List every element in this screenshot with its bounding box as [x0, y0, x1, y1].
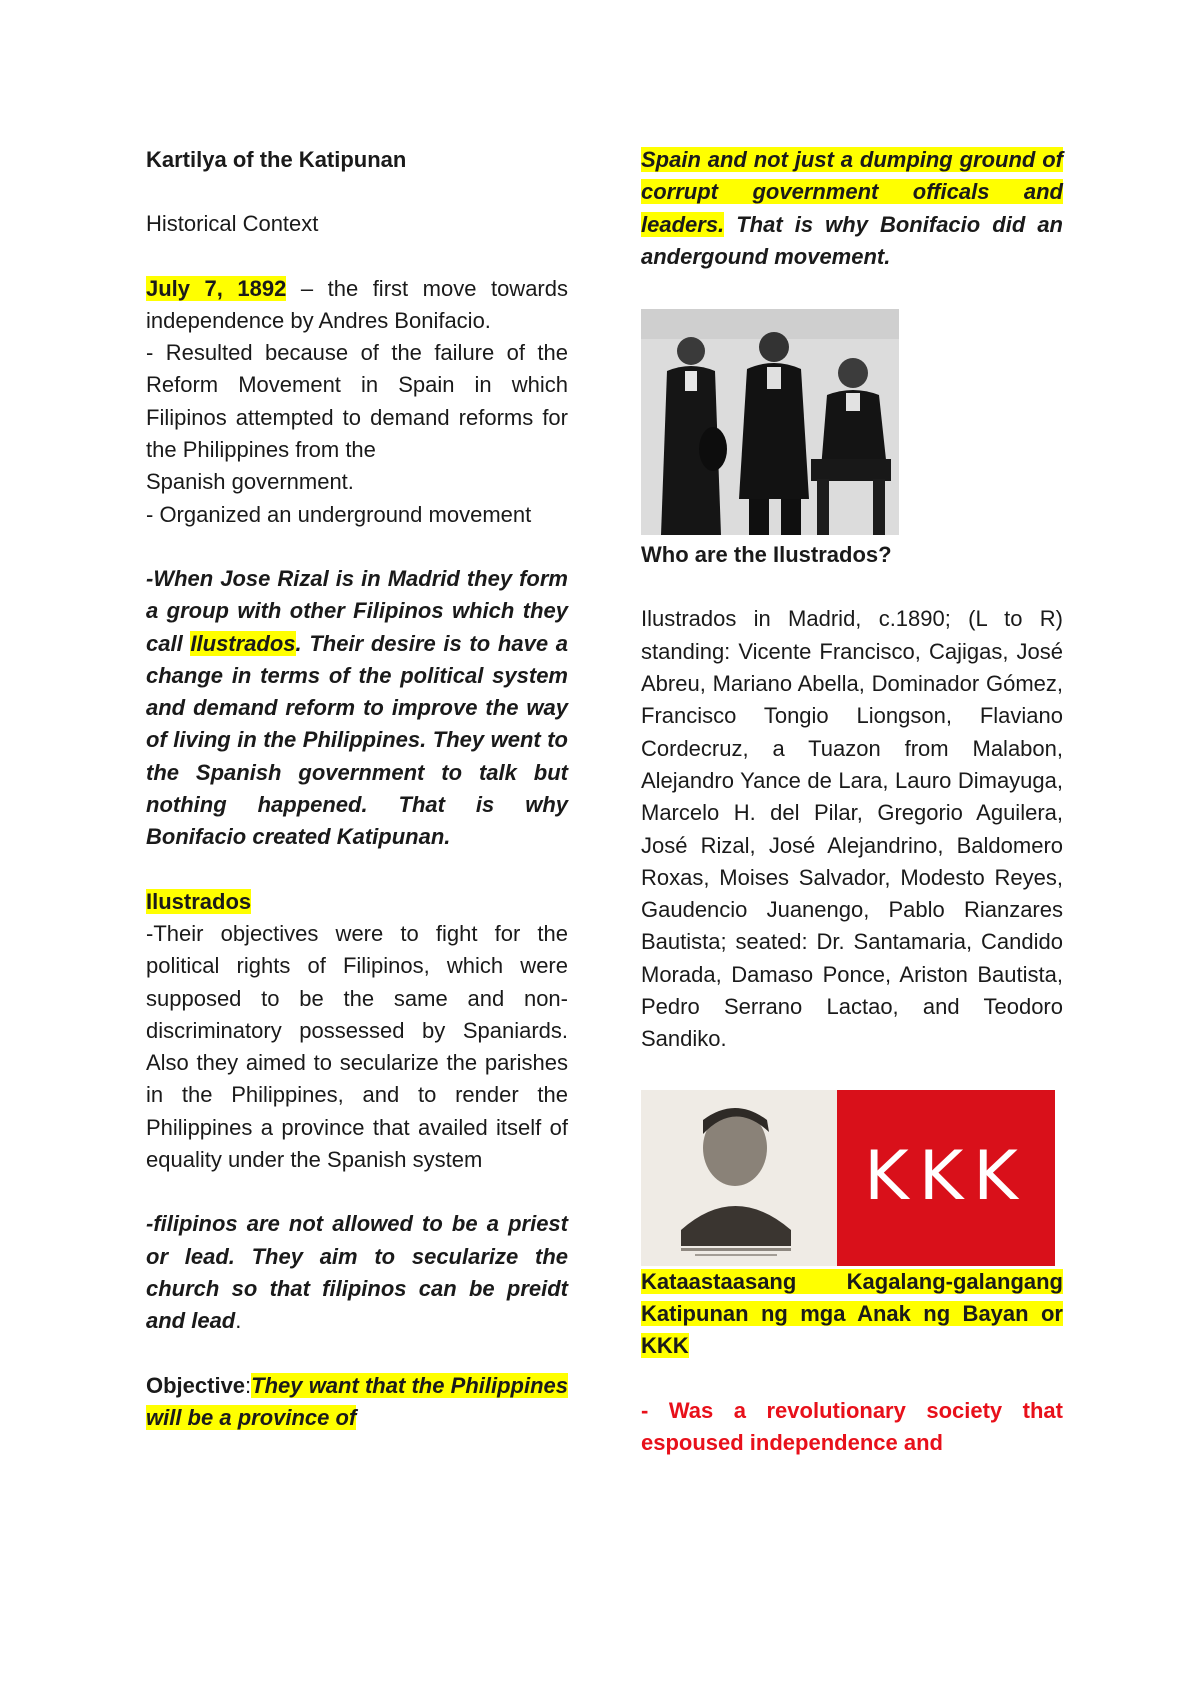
- continuation-paragraph: [641, 144, 1063, 273]
- continuation-highlight: Spain and not just a dumping ground of corrupt government officals and leaders.: [641, 147, 1063, 237]
- date-paragraph: [146, 273, 568, 338]
- kkk-images: [641, 1090, 1059, 1266]
- ilustrados-heading-text: Ilustrados: [146, 888, 252, 914]
- rizal-text: -When Jose Rizal is in Madrid they form a group with other Filipinos which they call: [146, 565, 568, 656]
- kkk-name-paragraph: [641, 1266, 1063, 1363]
- date-text: – the first move towards independence by Andres Bonifacio.: [146, 275, 568, 333]
- priest-text: -filipinos are not allowed to be a priest or lead. They aim to secularize the church so that filipinos can be preidt and lead: [146, 1211, 568, 1334]
- right-column: [641, 144, 1063, 1459]
- priest-text-end: .: [235, 1308, 242, 1334]
- kkk-name-highlight: Kataastaasang Kagalang-galangang Katipunan ng mga Anak ng Bayan or KKK: [641, 1268, 1063, 1359]
- ilustrados-caption: Ilustrados in Madrid, c.1890; (L to R) standing: Vicente Francisco, Cajigas, José Abreu, Mariano Abella, Dominador Gómez, Francisco Tongio Liongson, Flaviano Cordecruz, a Tuazon from Malabon, Alejandro Yance de Lara, Lauro Dimayuga, Marcelo H. del Pilar, Gregorio Aguilera, José Rizal, José Alejandrino, Baldomero Roxas, Moises Salvador, Modesto Reyes, Gaudencio Juanengo, Pablo Rianzares Bautista; seated: Dr. Santamaria, Candido Morada, Damaso Ponce, Ariston Bautista, Pedro Serrano Lactao, and Teodoro Sandiko.: [641, 606, 1063, 1052]
- ilustrados-paragraph: -Their objectives were to fight for the political rights of Filipinos, which were supposed to be the same and non-discriminatory possessed by Spaniards. Also they aimed to secularize the parishes in the Philippines, and to render the Philippines a province that availed itself of equality under the Spanish system: [146, 920, 568, 1173]
- priest-paragraph: [146, 1208, 568, 1337]
- left-column: [146, 144, 568, 1434]
- section-heading: Historical Context: [146, 211, 319, 237]
- objective-highlight: They want that the Philippines will be a province of: [146, 1372, 568, 1430]
- document-title: Kartilya of the Katipunan: [146, 147, 407, 172]
- ilustrados-heading: [146, 886, 568, 918]
- ilustrados-group-photo: [641, 309, 899, 535]
- continuation-text: That is why Bonifacio did an andergound movement.: [641, 211, 1063, 269]
- reform-paragraph-end: Spanish government.: [146, 469, 354, 495]
- bonifacio-portrait: [641, 1090, 837, 1266]
- portrait-image: [641, 1090, 837, 1266]
- rizal-paragraph: [146, 563, 568, 854]
- ilustrados-highlight: Ilustrados: [190, 630, 296, 656]
- kkk-description: - Was a revolutionary society that espoused independence and: [641, 1397, 1063, 1455]
- objective-paragraph: [146, 1370, 568, 1435]
- objective-label: Objective: [146, 1372, 246, 1398]
- kkk-logo: KKK: [837, 1090, 1055, 1266]
- who-heading: Who are the Ilustrados?: [641, 542, 892, 568]
- reform-paragraph: - Resulted because of the failure of the Reform Movement in Spain in which Filipinos attempted to demand reforms for the Philippines from the: [146, 340, 568, 463]
- organized-paragraph: - Organized an underground movement: [146, 501, 532, 527]
- rizal-text-end: . Their desire is to have a change in terms of the political system and demand reform to improve the way of living in the Philippines. They went to the Spanish government to talk but nothing happened. That is why Bonifacio created Katipunan.: [146, 630, 568, 850]
- objective-colon: :: [245, 1372, 252, 1398]
- group-photo-image: [641, 309, 899, 535]
- date-highlight: July 7, 1892: [146, 275, 287, 301]
